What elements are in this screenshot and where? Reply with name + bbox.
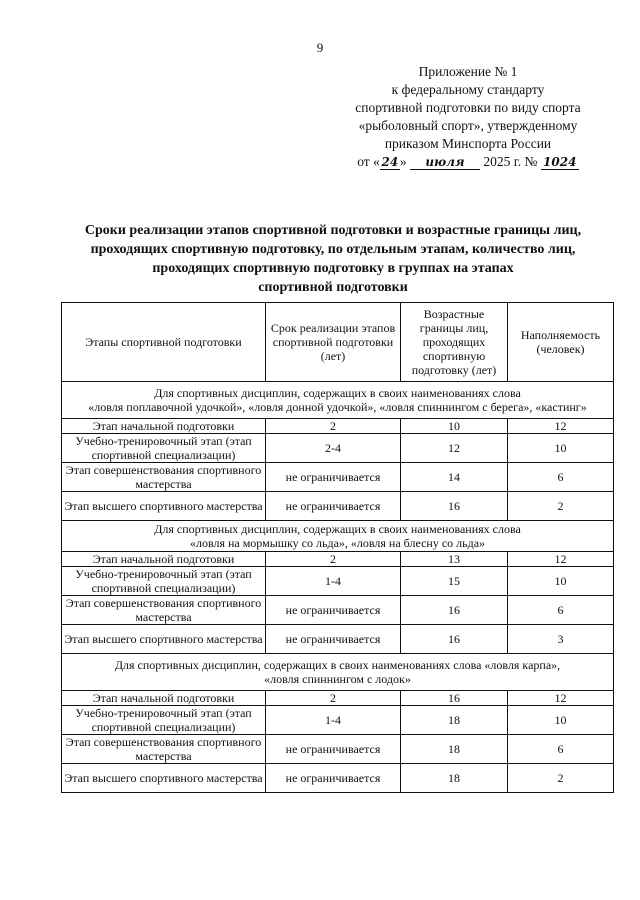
appendix-line-2: спортивной подготовки по виду спорта [355,100,581,115]
table-row [62,567,614,596]
appendix-block [320,63,616,171]
duration-cell: не ограничивается [266,735,401,764]
header-age: Возрастные границы лиц, проходящих спортивную подготовку (лет) [401,303,508,382]
table-row [62,735,614,764]
group-caption-line: Для спортивных дисциплин, содержащих в своих наименованиях слова [154,386,521,400]
group-caption-line: «ловля поплавочной удочкой», «ловля донной удочкой», «ловля спиннингом с берега», «кастинг» [88,400,587,414]
group-caption-row [62,382,614,419]
table-header-row [62,303,614,382]
stages-table [61,302,614,793]
group-caption-line: Для спортивных дисциплин, содержащих в своих наименованиях слова [154,522,521,536]
duration-cell: не ограничивается [266,596,401,625]
age-cell: 16 [401,691,508,706]
table-row [62,492,614,521]
group-caption-row [62,521,614,552]
duration-cell: не ограничивается [266,463,401,492]
age-cell: 18 [401,764,508,793]
group-caption [62,654,614,691]
table-row [62,625,614,654]
title-line-3: проходящих спортивную подготовку в группах на этапах [152,261,514,276]
title-line-4: спортивной подготовки [258,280,408,295]
group-caption-row [62,654,614,691]
table-row [62,552,614,567]
group-caption-line: «ловля спиннингом с лодок» [264,672,411,686]
occupancy-cell: 2 [508,492,614,521]
stage-cell: Учебно-тренировочный этап (этап спортивной специализации) [62,567,266,596]
age-cell: 18 [401,735,508,764]
duration-cell: 2 [266,691,401,706]
duration-cell: 2 [266,552,401,567]
duration-cell: не ограничивается [266,764,401,793]
stage-cell: Учебно-тренировочный этап (этап спортивной специализации) [62,434,266,463]
group-caption [62,382,614,419]
appendix-line-4: приказом Минспорта России [384,136,552,151]
group-caption-line: «ловля на мормышку со льда», «ловля на блесну со льда» [189,536,486,550]
table-row [62,764,614,793]
duration-cell: 1-4 [266,567,401,596]
age-cell: 18 [401,706,508,735]
age-cell: 16 [401,625,508,654]
handwritten-order-number: 1024 [541,155,579,170]
header-duration: Срок реализации этапов спортивной подготовки (лет) [266,303,401,382]
age-cell: 16 [401,492,508,521]
table-row [62,691,614,706]
age-cell: 14 [401,463,508,492]
age-cell: 12 [401,434,508,463]
occupancy-cell: 12 [508,552,614,567]
stage-cell: Учебно-тренировочный этап (этап спортивной специализации) [62,706,266,735]
occupancy-cell: 12 [508,419,614,434]
age-cell: 16 [401,596,508,625]
duration-cell: 2-4 [266,434,401,463]
age-cell: 10 [401,419,508,434]
appendix-line-1: к федеральному стандарту [391,82,545,97]
duration-cell: не ограничивается [266,492,401,521]
handwritten-day: 24 [381,155,399,169]
stage-cell: Этап начальной подготовки [62,552,266,567]
order-date-line [320,153,616,171]
date-mid: » [399,154,407,169]
table-row [62,419,614,434]
group-caption-line: Для спортивных дисциплин, содержащих в своих наименованиях слова «ловля карпа», [114,658,561,672]
table-row [62,463,614,492]
occupancy-cell: 2 [508,764,614,793]
title-line-2: проходящих спортивную подготовку, по отдельным этапам, количество лиц, [90,242,576,257]
group-caption [62,521,614,552]
header-stage: Этапы спортивной подготовки [62,303,266,382]
duration-cell: 2 [266,419,401,434]
stage-cell: Этап высшего спортивного мастерства [62,764,266,793]
occupancy-cell: 6 [508,596,614,625]
stage-cell: Этап совершенствования спортивного мастерства [62,463,266,492]
occupancy-cell: 10 [508,706,614,735]
stage-cell: Этап высшего спортивного мастерства [62,625,266,654]
occupancy-cell: 12 [508,691,614,706]
table-row [62,596,614,625]
page-number: 9 [316,40,324,55]
occupancy-cell: 6 [508,463,614,492]
date-prefix: от « [357,154,380,169]
occupancy-cell: 3 [508,625,614,654]
table-row [62,706,614,735]
occupancy-cell: 10 [508,434,614,463]
appendix-line-3: «рыболовный спорт», утвержденному [358,118,578,133]
stage-cell: Этап совершенствования спортивного мастерства [62,596,266,625]
age-cell: 15 [401,567,508,596]
duration-cell: не ограничивается [266,625,401,654]
stage-cell: Этап начальной подготовки [62,419,266,434]
occupancy-cell: 10 [508,567,614,596]
stage-cell: Этап высшего спортивного мастерства [62,492,266,521]
occupancy-cell: 6 [508,735,614,764]
duration-cell: 1-4 [266,706,401,735]
date-year: 2025 г. № [483,154,538,169]
title-line-1: Сроки реализации этапов спортивной подготовки и возрастные границы лиц, [84,223,582,238]
age-cell: 13 [401,552,508,567]
table-row [62,434,614,463]
stage-cell: Этап совершенствования спортивного мастерства [62,735,266,764]
document-title [55,221,611,297]
stage-cell: Этап начальной подготовки [62,691,266,706]
appendix-title: Приложение № 1 [418,64,518,79]
handwritten-month: июля [410,155,480,170]
header-occupancy: Наполняемость (человек) [508,303,614,382]
